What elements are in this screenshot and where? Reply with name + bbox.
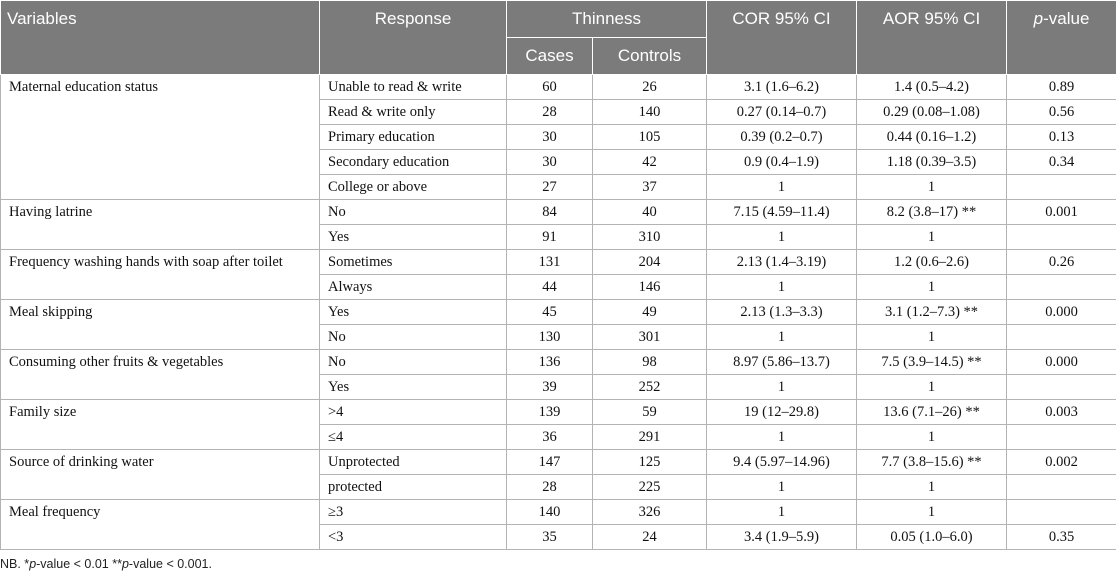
response-cell: Primary education (320, 125, 507, 150)
response-cell: Yes (320, 300, 507, 325)
cases-cell: 131 (507, 250, 593, 275)
table-row (1, 200, 1116, 225)
response-cell: protected (320, 475, 507, 500)
pvalue-cell (1007, 225, 1116, 250)
aor-cell: 1 (857, 175, 1007, 200)
response-cell: Unprotected (320, 450, 507, 475)
header-aor: AOR 95% CI (857, 1, 1007, 75)
footnote-p1: p (29, 557, 37, 571)
pvalue-cell: 0.34 (1007, 150, 1116, 175)
cor-cell: 0.27 (0.14–0.7) (707, 100, 857, 125)
cases-cell: 30 (507, 150, 593, 175)
cases-cell: 39 (507, 375, 593, 400)
aor-cell: 8.2 (3.8–17) ** (857, 200, 1007, 225)
controls-cell: 204 (593, 250, 707, 275)
variable-cell: Consuming other fruits & vegetables (1, 350, 320, 400)
header-pvalue-rest: -value (1043, 9, 1090, 28)
response-cell: Yes (320, 375, 507, 400)
response-cell: Yes (320, 225, 507, 250)
response-cell: Always (320, 275, 507, 300)
response-cell: Unable to read & write (320, 75, 507, 100)
table-header (1, 1, 1116, 75)
table-row (1, 300, 1116, 325)
cases-cell: 130 (507, 325, 593, 350)
header-cor: COR 95% CI (707, 1, 857, 75)
table-row (1, 500, 1116, 525)
header-controls: Controls (593, 38, 707, 75)
response-cell: Secondary education (320, 150, 507, 175)
response-cell: >4 (320, 400, 507, 425)
controls-cell: 252 (593, 375, 707, 400)
aor-cell: 7.5 (3.9–14.5) ** (857, 350, 1007, 375)
cor-cell: 1 (707, 175, 857, 200)
controls-cell: 125 (593, 450, 707, 475)
cor-cell: 1 (707, 500, 857, 525)
header-pvalue-p: p (1033, 9, 1044, 28)
pvalue-cell: 0.26 (1007, 250, 1116, 275)
aor-cell: 3.1 (1.2–7.3) ** (857, 300, 1007, 325)
footnote-nb: NB. * (0, 557, 30, 571)
cor-cell: 1 (707, 375, 857, 400)
pvalue-cell: 0.89 (1007, 75, 1116, 100)
cases-cell: 35 (507, 525, 593, 550)
cases-cell: 140 (507, 500, 593, 525)
cor-cell: 9.4 (5.97–14.96) (707, 450, 857, 475)
response-cell: Sometimes (320, 250, 507, 275)
pvalue-cell (1007, 475, 1116, 500)
cor-cell: 2.13 (1.3–3.3) (707, 300, 857, 325)
aor-cell: 7.7 (3.8–15.6) ** (857, 450, 1007, 475)
cor-cell: 1 (707, 425, 857, 450)
pvalue-cell: 0.000 (1007, 350, 1116, 375)
aor-cell: 13.6 (7.1–26) ** (857, 400, 1007, 425)
cases-cell: 136 (507, 350, 593, 375)
table-row (1, 450, 1116, 475)
variable-cell: Frequency washing hands with soap after toilet (1, 250, 320, 300)
controls-cell: 301 (593, 325, 707, 350)
controls-cell: 225 (593, 475, 707, 500)
pvalue-cell (1007, 175, 1116, 200)
cases-cell: 28 (507, 100, 593, 125)
cases-cell: 27 (507, 175, 593, 200)
aor-cell: 0.05 (1.0–6.0) (857, 525, 1007, 550)
cases-cell: 28 (507, 475, 593, 500)
variable-cell: Source of drinking water (1, 450, 320, 500)
response-cell: No (320, 325, 507, 350)
header-cases: Cases (507, 38, 593, 75)
response-cell: ≥3 (320, 500, 507, 525)
aor-cell: 1 (857, 425, 1007, 450)
pvalue-cell: 0.001 (1007, 200, 1116, 225)
header-thinness: Thinness (507, 1, 707, 38)
variable-cell: Meal frequency (1, 500, 320, 550)
response-cell: <3 (320, 525, 507, 550)
footnote-end: -value < 0.001. (128, 557, 212, 571)
variable-cell: Meal skipping (1, 300, 320, 350)
pvalue-cell: 0.56 (1007, 100, 1116, 125)
response-cell: Read & write only (320, 100, 507, 125)
pvalue-cell: 0.13 (1007, 125, 1116, 150)
controls-cell: 291 (593, 425, 707, 450)
pvalue-cell (1007, 375, 1116, 400)
cor-cell: 3.1 (1.6–6.2) (707, 75, 857, 100)
aor-cell: 0.44 (0.16–1.2) (857, 125, 1007, 150)
aor-cell: 1 (857, 475, 1007, 500)
table-row (1, 350, 1116, 375)
cor-cell: 0.9 (0.4–1.9) (707, 150, 857, 175)
controls-cell: 24 (593, 525, 707, 550)
header-response: Response (320, 1, 507, 75)
pvalue-cell (1007, 500, 1116, 525)
aor-cell: 1 (857, 375, 1007, 400)
cases-cell: 147 (507, 450, 593, 475)
controls-cell: 49 (593, 300, 707, 325)
response-cell: ≤4 (320, 425, 507, 450)
pvalue-cell: 0.003 (1007, 400, 1116, 425)
cor-cell: 2.13 (1.4–3.19) (707, 250, 857, 275)
controls-cell: 326 (593, 500, 707, 525)
controls-cell: 42 (593, 150, 707, 175)
header-pvalue (1007, 1, 1116, 75)
cases-cell: 45 (507, 300, 593, 325)
controls-cell: 98 (593, 350, 707, 375)
variable-cell: Having latrine (1, 200, 320, 250)
cor-cell: 1 (707, 325, 857, 350)
pvalue-cell: 0.002 (1007, 450, 1116, 475)
controls-cell: 37 (593, 175, 707, 200)
controls-cell: 146 (593, 275, 707, 300)
pvalue-cell (1007, 275, 1116, 300)
response-cell: College or above (320, 175, 507, 200)
cases-cell: 30 (507, 125, 593, 150)
cases-cell: 44 (507, 275, 593, 300)
variable-cell: Family size (1, 400, 320, 450)
aor-cell: 1 (857, 225, 1007, 250)
aor-cell: 0.29 (0.08–1.08) (857, 100, 1007, 125)
aor-cell: 1 (857, 325, 1007, 350)
cor-cell: 0.39 (0.2–0.7) (707, 125, 857, 150)
table-row (1, 75, 1116, 100)
controls-cell: 310 (593, 225, 707, 250)
pvalue-cell: 0.35 (1007, 525, 1116, 550)
cases-cell: 91 (507, 225, 593, 250)
cor-cell: 7.15 (4.59–11.4) (707, 200, 857, 225)
cor-cell: 19 (12–29.8) (707, 400, 857, 425)
cor-cell: 8.97 (5.86–13.7) (707, 350, 857, 375)
aor-cell: 1 (857, 275, 1007, 300)
pvalue-cell (1007, 425, 1116, 450)
footnote-mid: -value < 0.01 ** (36, 557, 122, 571)
cor-cell: 1 (707, 275, 857, 300)
response-cell: No (320, 200, 507, 225)
controls-cell: 140 (593, 100, 707, 125)
pvalue-cell: 0.000 (1007, 300, 1116, 325)
controls-cell: 105 (593, 125, 707, 150)
aor-cell: 1 (857, 500, 1007, 525)
cases-cell: 139 (507, 400, 593, 425)
table-row (1, 250, 1116, 275)
header-variables: Variables (1, 1, 320, 75)
cases-cell: 60 (507, 75, 593, 100)
table-body (1, 75, 1116, 550)
cases-cell: 84 (507, 200, 593, 225)
variable-cell: Maternal education status (1, 75, 320, 200)
cor-cell: 1 (707, 475, 857, 500)
aor-cell: 1.2 (0.6–2.6) (857, 250, 1007, 275)
footnote (0, 557, 212, 571)
pvalue-cell (1007, 325, 1116, 350)
controls-cell: 59 (593, 400, 707, 425)
footnote-p2: p (121, 557, 129, 571)
controls-cell: 40 (593, 200, 707, 225)
aor-cell: 1.18 (0.39–3.5) (857, 150, 1007, 175)
response-cell: No (320, 350, 507, 375)
cases-cell: 36 (507, 425, 593, 450)
cor-cell: 1 (707, 225, 857, 250)
controls-cell: 26 (593, 75, 707, 100)
aor-cell: 1.4 (0.5–4.2) (857, 75, 1007, 100)
table-row (1, 400, 1116, 425)
cor-cell: 3.4 (1.9–5.9) (707, 525, 857, 550)
